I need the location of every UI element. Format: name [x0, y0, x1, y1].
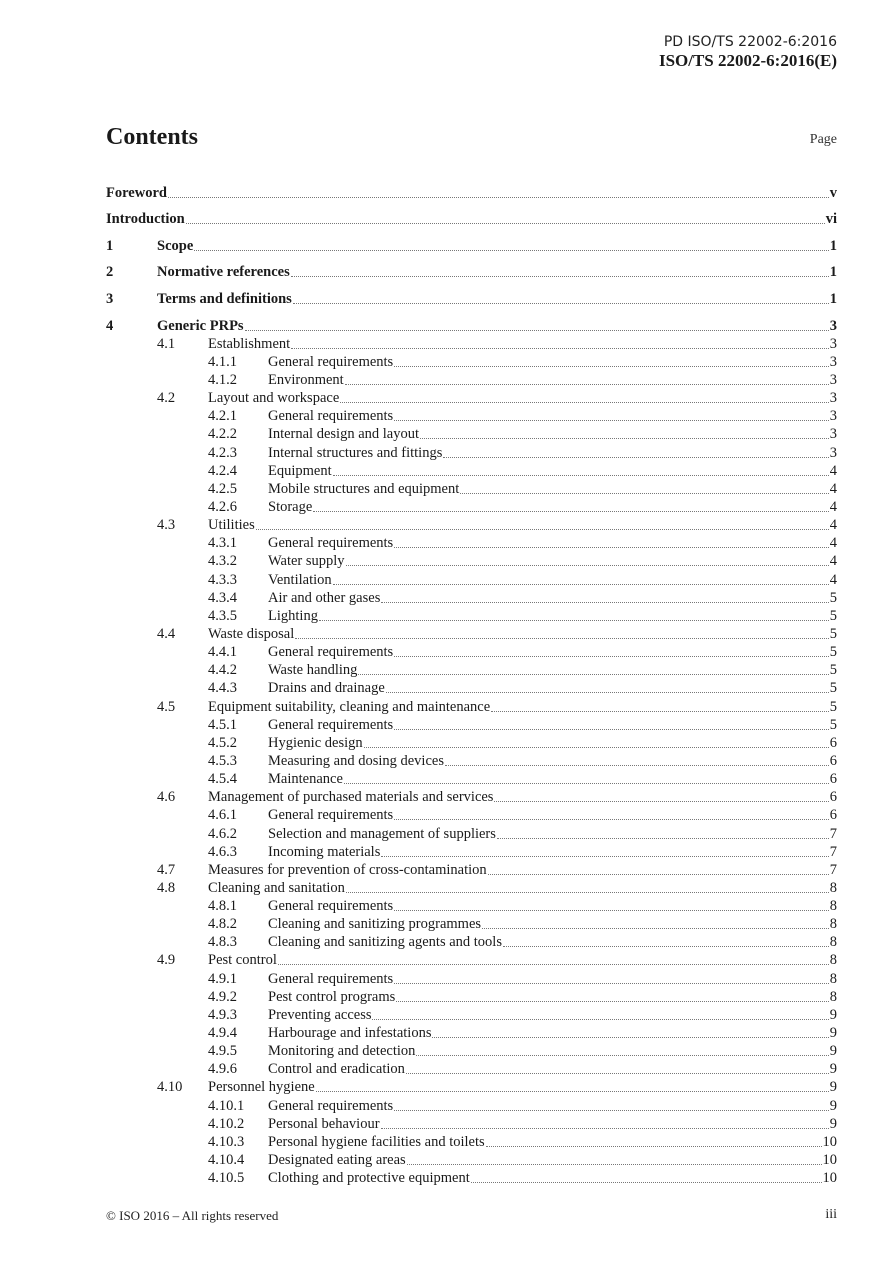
header-line-1: PD ISO/TS 22002-6:2016 [663, 34, 837, 50]
toc-entry-number: 4.5 [157, 698, 176, 715]
toc-entry-number: 4.2 [157, 390, 176, 407]
toc-entry[interactable] [106, 1060, 837, 1078]
toc-entry[interactable] [106, 770, 837, 788]
toc-entry-page: 6 [829, 789, 837, 806]
toc-entry-page: 9 [829, 1115, 837, 1132]
toc-entry-page: 1 [829, 290, 837, 307]
toc-entry-number: 4.9.2 [208, 988, 237, 1005]
toc-entry-page: 9 [829, 1079, 837, 1096]
toc-entry-page: 6 [829, 771, 837, 788]
toc-entry-page: 3 [829, 371, 837, 388]
toc-entry-page: 8 [829, 898, 837, 915]
toc-entry[interactable] [106, 861, 837, 879]
toc-entry-title: Measuring and dosing devices [268, 752, 444, 769]
toc-entry[interactable] [106, 407, 837, 425]
toc-entry-title: General requirements [268, 535, 394, 552]
toc-entry[interactable] [106, 607, 837, 625]
toc-entry[interactable] [106, 625, 837, 643]
toc-entry-number: 4.6 [157, 789, 176, 806]
toc-entry-page: 4 [829, 571, 837, 588]
toc-entry-number: 4.6.3 [208, 843, 237, 860]
toc-entry[interactable] [106, 1042, 837, 1060]
toc-entry-number: 4.3 [157, 517, 176, 534]
dot-leader [491, 710, 829, 712]
toc-entry[interactable] [106, 202, 837, 229]
toc-entry-title: Management of purchased materials and services [208, 789, 494, 806]
dot-leader [394, 909, 829, 911]
toc-entry-number: 4.10.2 [208, 1115, 245, 1132]
toc-entry-title: Monitoring and detection [268, 1043, 416, 1060]
toc-entry-title: Incoming materials [268, 843, 381, 860]
toc-entry-title: Maintenance [268, 771, 343, 788]
toc-entry-number: 4.8 [157, 879, 176, 896]
dot-leader [494, 800, 828, 802]
dot-leader [443, 456, 828, 458]
toc-entry-title: Equipment [268, 462, 332, 479]
toc-entry-title: Selection and management of suppliers [268, 825, 496, 842]
toc-entry[interactable] [106, 843, 837, 861]
toc-entry-number: 4.9.6 [208, 1061, 237, 1078]
toc-entry[interactable] [106, 969, 837, 987]
dot-leader [293, 302, 829, 304]
toc-entry-number: 4.2.5 [208, 480, 237, 497]
toc-entry[interactable] [106, 498, 837, 516]
toc-entry[interactable] [106, 228, 837, 255]
toc-entry[interactable] [106, 734, 837, 752]
toc-entry-page: 8 [829, 934, 837, 951]
toc-entry-number: 4.2.4 [208, 462, 237, 479]
dot-leader [168, 196, 829, 198]
toc-entry-page: 7 [829, 843, 837, 860]
toc-entry-title: Storage [268, 498, 313, 515]
toc-entry-page: 8 [829, 952, 837, 969]
toc-entry[interactable] [106, 1078, 837, 1096]
toc-entry-title: Measures for prevention of cross-contamination [208, 861, 487, 878]
toc-entry[interactable] [106, 1169, 837, 1187]
dot-leader [394, 365, 829, 367]
toc-entry-number: 4.9 [157, 952, 176, 969]
toc-entry-title: Waste disposal [208, 625, 295, 642]
toc-entry-number: 4.4.1 [208, 644, 237, 661]
toc-entry-number: 4.6.1 [208, 807, 237, 824]
dot-leader [345, 383, 829, 385]
toc-entry-number: 4.2.6 [208, 498, 237, 515]
dot-leader [396, 1000, 828, 1002]
toc-entry-page: 5 [829, 625, 837, 642]
toc-entry-page: 5 [829, 698, 837, 715]
toc-entry-number: 1 [106, 237, 114, 254]
toc-entry-page: 10 [822, 1152, 837, 1169]
footer-copyright: © ISO 2016 – All rights reserved [106, 1208, 279, 1223]
toc-entry[interactable] [106, 534, 837, 552]
toc-entry-title: Hygienic design [268, 734, 363, 751]
toc-entry-title: Harbourage and infestations [268, 1025, 432, 1042]
toc-entry[interactable] [106, 389, 837, 407]
toc-entry[interactable] [106, 1006, 837, 1024]
toc-entry-page: 7 [829, 825, 837, 842]
dot-leader [346, 564, 829, 566]
toc-entry-page: 6 [829, 734, 837, 751]
dot-leader [394, 419, 829, 421]
dot-leader [503, 945, 829, 947]
toc-entry-number: 4.9.1 [208, 970, 237, 987]
toc-entry-page: 5 [829, 644, 837, 661]
toc-entry-title: Normative references [157, 264, 290, 281]
toc-entry-number: 4.4 [157, 625, 176, 642]
toc-entry-number: 4 [106, 317, 114, 334]
toc-entry-number: 4.5.1 [208, 716, 237, 733]
toc-entry-title: Internal structures and fittings [268, 444, 443, 461]
dot-leader [497, 837, 829, 839]
toc-entry-title: Waste handling [268, 662, 358, 679]
toc-entry-page: 3 [829, 335, 837, 352]
toc-entry-page: 6 [829, 752, 837, 769]
toc-entry[interactable] [106, 371, 837, 389]
toc-entry-title: Lighting [268, 607, 318, 624]
dot-leader [394, 818, 829, 820]
toc-entry-number: 4.3.3 [208, 571, 237, 588]
toc-entry-title: Establishment [208, 335, 291, 352]
toc-entry-title: Scope [157, 237, 194, 254]
toc-entry[interactable] [106, 443, 837, 461]
toc-entry-page: 3 [829, 408, 837, 425]
page-title: Contents [106, 124, 199, 150]
toc-entry-title: General requirements [268, 807, 394, 824]
dot-leader [432, 1036, 828, 1038]
dot-leader [291, 347, 829, 349]
toc-entry-page: 8 [829, 916, 837, 933]
toc-entry-page: 9 [829, 1097, 837, 1114]
toc-entry-page: 10 [822, 1170, 837, 1187]
page-column-label: Page [809, 132, 837, 147]
toc-entry-page: 9 [829, 1061, 837, 1078]
toc-entry[interactable] [106, 308, 837, 335]
toc-entry-title: Terms and definitions [157, 290, 292, 307]
dot-leader [319, 619, 829, 621]
toc-entry-number: 4.10.4 [208, 1152, 245, 1169]
dot-leader [340, 401, 828, 403]
toc-entry-number: 4.3.4 [208, 589, 237, 606]
toc-entry-title: Water supply [268, 553, 345, 570]
toc-entry[interactable] [106, 951, 837, 969]
toc-entry-title: Mobile structures and equipment [268, 480, 460, 497]
dot-leader [381, 1127, 829, 1129]
dot-leader [278, 963, 829, 965]
toc-entry-title: Equipment suitability, cleaning and maintenance [208, 698, 491, 715]
dot-leader [186, 222, 825, 224]
toc-entry[interactable] [106, 425, 837, 443]
toc-entry[interactable] [106, 255, 837, 282]
toc-entry-title: Designated eating areas [268, 1152, 406, 1169]
dot-leader [394, 655, 829, 657]
dot-leader [394, 546, 829, 548]
toc-entry[interactable] [106, 1115, 837, 1133]
toc-entry-number: 2 [106, 264, 114, 281]
dot-leader [407, 1163, 822, 1165]
toc-entry-page: 5 [829, 607, 837, 624]
toc-entry-page: 1 [829, 264, 837, 281]
toc-entry[interactable] [106, 643, 837, 661]
toc-entry-title: Cleaning and sanitizing programmes [268, 916, 482, 933]
toc-entry-page: 4 [829, 480, 837, 497]
toc-entry-number: 4.5.4 [208, 771, 237, 788]
toc-entry-page: vi [825, 211, 837, 228]
toc-entry-title: General requirements [268, 970, 394, 987]
toc-entry-number: 4.8.3 [208, 934, 237, 951]
toc-entry-number: 4.8.2 [208, 916, 237, 933]
toc-entry[interactable] [106, 679, 837, 697]
dot-leader [344, 782, 829, 784]
toc-entry[interactable] [106, 897, 837, 915]
toc-entry-number: 4.3.2 [208, 553, 237, 570]
dot-leader [381, 855, 828, 857]
dot-leader [394, 1109, 829, 1111]
toc-entry-title: Personnel hygiene [208, 1079, 315, 1096]
toc-entry[interactable] [106, 933, 837, 951]
toc-entry-page: 1 [829, 237, 837, 254]
toc-entry[interactable] [106, 589, 837, 607]
dot-leader [364, 746, 829, 748]
toc-entry-page: 10 [822, 1133, 837, 1150]
header-line-2: ISO/TS 22002-6:2016(E) [658, 51, 837, 70]
toc-entry-number: 4.10.3 [208, 1133, 245, 1150]
toc-entry-title: Personal behaviour [268, 1115, 380, 1132]
toc-entry-page: 5 [829, 662, 837, 679]
toc-entry-page: 5 [829, 680, 837, 697]
toc-entry[interactable] [106, 824, 837, 842]
dot-leader [295, 637, 829, 639]
toc-entry-number: 4.7 [157, 861, 176, 878]
toc-entry-page: 3 [829, 426, 837, 443]
toc-entry-number: 4.1.1 [208, 353, 237, 370]
toc-entry[interactable] [106, 516, 837, 534]
toc-entry-number: 4.9.4 [208, 1025, 237, 1042]
toc-entry-page: 3 [829, 444, 837, 461]
toc-entry-page: 8 [829, 879, 837, 896]
toc-entry-title: Pest control programs [268, 988, 396, 1005]
dot-leader [194, 249, 829, 251]
toc-entry-page: 9 [829, 1025, 837, 1042]
document-header [659, 33, 837, 71]
footer-page-number: iii [825, 1207, 837, 1222]
toc-entry[interactable] [106, 1024, 837, 1042]
toc-entry-title: Control and eradication [268, 1061, 405, 1078]
toc-entry-title: General requirements [268, 353, 394, 370]
toc-entry-title: Air and other gases [268, 589, 381, 606]
toc-entry-number: 4.2.1 [208, 408, 237, 425]
toc-entry-title: Clothing and protective equipment [268, 1170, 470, 1187]
toc-entry-number: 4.3.1 [208, 535, 237, 552]
toc-entry-title: Generic PRPs [157, 317, 244, 334]
dot-leader [381, 601, 828, 603]
dot-leader [482, 927, 829, 929]
dot-leader [416, 1054, 828, 1056]
toc-entry[interactable] [106, 716, 837, 734]
toc-entry-number: 4.6.2 [208, 825, 237, 842]
toc-entry-title: General requirements [268, 898, 394, 915]
toc-entry[interactable] [106, 806, 837, 824]
toc-entry-number: 4.1 [157, 335, 176, 352]
dot-leader [420, 437, 829, 439]
toc-entry[interactable] [106, 552, 837, 570]
toc-entry-title: Drains and drainage [268, 680, 385, 697]
dot-leader [471, 1181, 822, 1183]
dot-leader [245, 329, 829, 331]
toc-entry-title: General requirements [268, 1097, 394, 1114]
toc-entry-number: 4.9.3 [208, 1006, 237, 1023]
toc-entry-page: 3 [829, 317, 837, 334]
toc-entry-title: Pest control [208, 952, 277, 969]
toc-entry-page: 3 [829, 390, 837, 407]
toc-entry-page: v [829, 184, 837, 201]
toc-entry-title: General requirements [268, 644, 394, 661]
dot-leader [333, 474, 829, 476]
toc-entry[interactable] [106, 353, 837, 371]
toc-entry-page: 4 [829, 462, 837, 479]
toc-entry-number: 4.2.2 [208, 426, 237, 443]
toc-entry-number: 4.10 [157, 1079, 183, 1096]
toc-entry-page: 4 [829, 553, 837, 570]
toc-entry-title: Foreword [106, 184, 167, 201]
dot-leader [460, 492, 828, 494]
toc-entry[interactable] [106, 879, 837, 897]
toc-entry[interactable] [106, 462, 837, 480]
toc-entry[interactable] [106, 661, 837, 679]
toc-entry-page: 4 [829, 517, 837, 534]
toc-entry-title: Cleaning and sanitizing agents and tools [268, 934, 502, 951]
toc-entry-number: 4.5.3 [208, 752, 237, 769]
dot-leader [486, 1145, 822, 1147]
toc-entry-title: Introduction [106, 211, 185, 228]
dot-leader [394, 728, 829, 730]
toc-entry-page: 4 [829, 498, 837, 515]
toc-entry[interactable] [106, 480, 837, 498]
toc-entry-page: 4 [829, 535, 837, 552]
toc-entry[interactable] [106, 1133, 837, 1151]
toc-entry-page: 8 [829, 970, 837, 987]
toc-entry-page: 3 [829, 353, 837, 370]
dot-leader [346, 891, 829, 893]
toc-entry-title: Layout and workspace [208, 390, 340, 407]
toc-entry-page: 5 [829, 589, 837, 606]
toc-entry[interactable] [106, 788, 837, 806]
toc-entry[interactable] [106, 570, 837, 588]
toc-entry-page: 8 [829, 988, 837, 1005]
dot-leader [333, 583, 829, 585]
toc-entry[interactable] [106, 175, 837, 202]
toc-entry-title: Cleaning and sanitation [208, 879, 345, 896]
toc-entry-page: 5 [829, 716, 837, 733]
dot-leader [406, 1072, 829, 1074]
toc-entry-number: 4.2.3 [208, 444, 237, 461]
toc-entry-title: Preventing access [268, 1006, 372, 1023]
toc-entry-number: 4.5.2 [208, 734, 237, 751]
toc-entry-number: 4.1.2 [208, 371, 237, 388]
dot-leader [372, 1018, 828, 1020]
toc-entry[interactable] [106, 988, 837, 1006]
dot-leader [256, 528, 829, 530]
dot-leader [291, 275, 829, 277]
toc-entry-number: 4.4.3 [208, 680, 237, 697]
toc-entry-title: General requirements [268, 408, 394, 425]
dot-leader [316, 1090, 829, 1092]
toc-entry[interactable] [106, 697, 837, 715]
toc-entry-title: Utilities [208, 517, 255, 534]
toc-entry-page: 9 [829, 1006, 837, 1023]
toc-entry-number: 3 [106, 290, 114, 307]
toc-entry-title: Internal design and layout [268, 426, 419, 443]
toc-entry[interactable] [106, 752, 837, 770]
toc-entry[interactable] [106, 1151, 837, 1169]
toc-entry-number: 4.3.5 [208, 607, 237, 624]
dot-leader [386, 691, 829, 693]
dot-leader [358, 673, 828, 675]
toc-entry-number: 4.8.1 [208, 898, 237, 915]
table-of-contents [106, 175, 837, 1187]
toc-entry-title: Ventilation [268, 571, 332, 588]
dot-leader [445, 764, 829, 766]
toc-entry-number: 4.4.2 [208, 662, 237, 679]
toc-entry-number: 4.9.5 [208, 1043, 237, 1060]
dot-leader [488, 873, 829, 875]
toc-entry-title: Environment [268, 371, 344, 388]
toc-entry-title: General requirements [268, 716, 394, 733]
toc-entry-page: 9 [829, 1043, 837, 1060]
toc-entry[interactable] [106, 335, 837, 353]
toc-entry[interactable] [106, 281, 837, 308]
toc-entry-number: 4.10.1 [208, 1097, 245, 1114]
toc-entry[interactable] [106, 1096, 837, 1114]
toc-entry[interactable] [106, 915, 837, 933]
toc-entry-title: Personal hygiene facilities and toilets [268, 1133, 485, 1150]
dot-leader [394, 982, 829, 984]
toc-entry-page: 7 [829, 861, 837, 878]
toc-entry-page: 6 [829, 807, 837, 824]
dot-leader [313, 510, 828, 512]
toc-entry-number: 4.10.5 [208, 1170, 245, 1187]
